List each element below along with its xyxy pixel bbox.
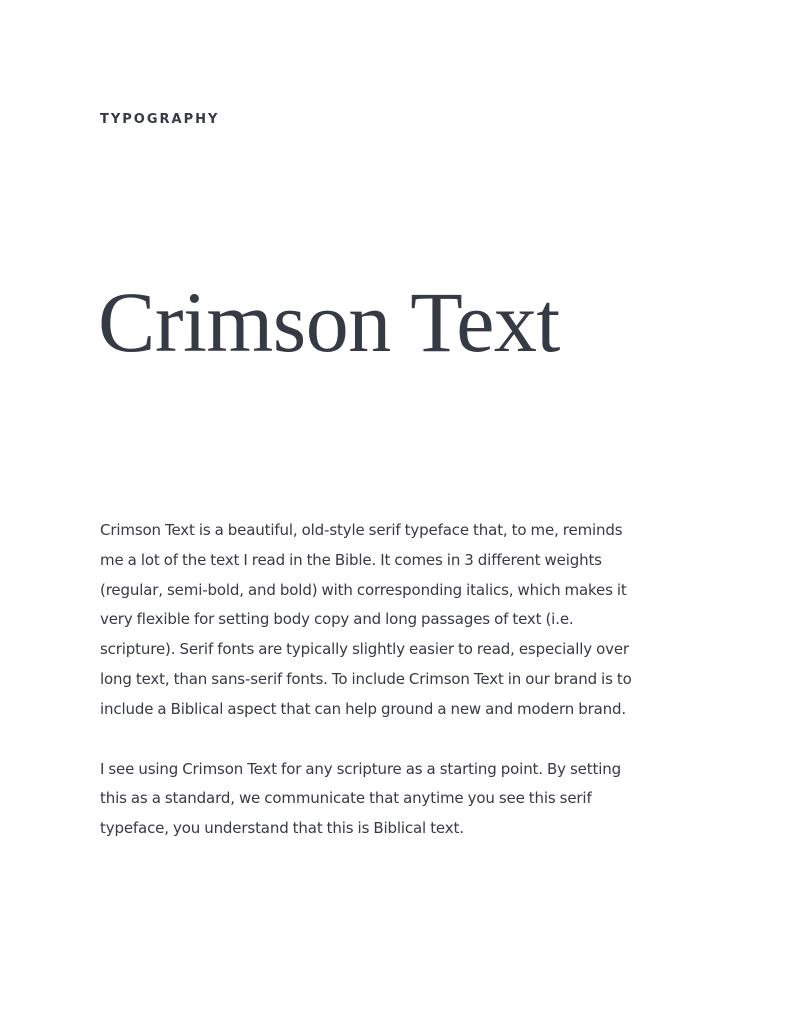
paragraph-2 (100, 755, 720, 844)
paragraph-line: scripture). Serif fonts are typically slightly easier to read, especially over (100, 640, 629, 659)
section-label: TYPOGRAPHY (100, 112, 220, 127)
paragraph-line: this as a standard, we communicate that anytime you see this serif (100, 789, 592, 808)
paragraph-line: very flexible for setting body copy and long passages of text (i.e. (100, 610, 574, 629)
paragraph-line: include a Biblical aspect that can help ground a new and modern brand. (100, 699, 627, 718)
typeface-specimen-title: Crimson Text (98, 274, 560, 370)
paragraph-1 (100, 516, 720, 725)
paragraph-line: Crimson Text is a beautiful, old-style serif typeface that, to me, reminds (100, 521, 623, 539)
paragraph-line: I see using Crimson Text for any scripture as a starting point. By setting (100, 759, 621, 778)
paragraph-line: (regular, semi-bold, and bold) with corresponding italics, which makes it (100, 580, 627, 599)
body-copy (100, 516, 720, 874)
paragraph-line: long text, than sans-serif fonts. To include Crimson Text in our brand is to (100, 669, 632, 688)
paragraph-line: me a lot of the text I read in the Bible. It comes in 3 different weights (100, 550, 602, 569)
paragraph-line: typeface, you understand that this is Biblical text. (100, 819, 464, 838)
